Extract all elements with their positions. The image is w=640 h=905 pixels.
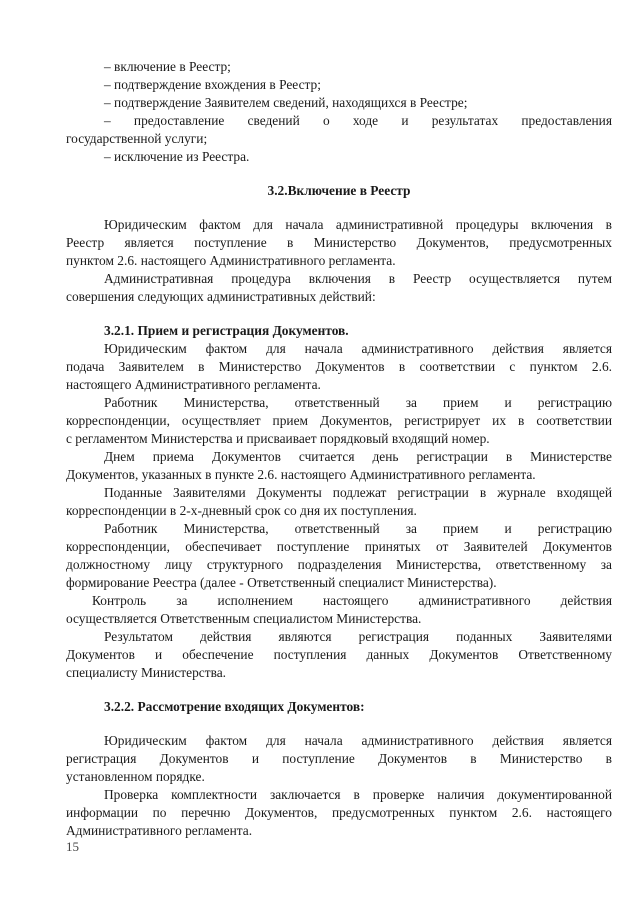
- paragraph-line: Юридическим фактом для начала административного действия является: [104, 733, 612, 748]
- paragraph-line: Реестр является поступление в Министерство Документов, предусмотренных: [66, 235, 612, 250]
- bullet-item: – включение в Реестр;: [104, 59, 231, 74]
- paragraph-line: Документов, указанных в пункте 2.6. настоящего Административного регламента.: [66, 467, 536, 482]
- paragraph-line: Проверка комплектности заключается в проверке наличия документированной: [104, 787, 612, 802]
- paragraph-line: Днем приема Документов считается день регистрации в Министерстве: [104, 449, 612, 464]
- paragraph-line: Результатом действия являются регистрация поданных Заявителями: [104, 629, 612, 644]
- paragraph-line: корреспонденции в 2-х-дневный срок со дня их поступления.: [66, 503, 417, 518]
- paragraph-line: Административная процедура включения в Реестр осуществляется путем: [104, 271, 612, 286]
- paragraph-line: корреспонденции, осуществляет прием Документов, регистрирует их в соответствии: [66, 413, 612, 428]
- paragraph-line: пунктом 2.6. настоящего Административного регламента.: [66, 253, 396, 268]
- bullet-item: – предоставление сведений о ходе и результатах предоставления: [104, 113, 612, 128]
- paragraph-line: Работник Министерства, ответственный за прием и регистрацию: [104, 395, 612, 410]
- paragraph-line: осуществляется Ответственным специалистом Министерства.: [66, 611, 422, 626]
- paragraph-line: подача Заявителем в Министерство Документов в соответствии с пунктом 2.6.: [66, 359, 612, 374]
- bullet-item: – подтверждение Заявителем сведений, находящихся в Реестре;: [104, 95, 468, 110]
- paragraph-line: Поданные Заявителями Документы подлежат регистрации в журнале входящей: [104, 485, 612, 500]
- paragraph-line: корреспонденции, обеспечивает поступление принятых от Заявителей Документов: [66, 539, 612, 554]
- paragraph-line: Контроль за исполнением настоящего административного действия: [92, 593, 612, 608]
- subsection-title: 3.2.2. Рассмотрение входящих Документов:: [104, 699, 365, 714]
- page-number: 15: [66, 839, 79, 854]
- bullet-item: – подтверждение вхождения в Реестр;: [104, 77, 321, 92]
- paragraph-line: настоящего Административного регламента.: [66, 377, 321, 392]
- paragraph-line: Юридическим фактом для начала административной процедуры включения в: [104, 217, 612, 232]
- paragraph-line: информации по перечню Документов, предусмотренных пунктом 2.6. настоящего: [66, 805, 612, 820]
- paragraph-line: должностному лицу структурного подразделения Министерства, ответственному за: [66, 557, 612, 572]
- paragraph-line: формирование Реестра (далее - Ответственный специалист Министерства).: [66, 575, 497, 590]
- subsection-title: 3.2.1. Прием и регистрация Документов.: [104, 323, 349, 338]
- paragraph-line: Работник Министерства, ответственный за прием и регистрацию: [104, 521, 612, 536]
- bullet-item-continued: государственной услуги;: [66, 131, 208, 146]
- section-title: 3.2.Включение в Реестр: [267, 183, 411, 198]
- paragraph-line: регистрация Документов и поступление Документов в Министерство в: [66, 751, 612, 766]
- paragraph-line: Юридическим фактом для начала административного действия является: [104, 341, 612, 356]
- paragraph-line: Документов и обеспечение поступления данных Документов Ответственному: [66, 647, 612, 662]
- paragraph-line: совершения следующих административных действий:: [66, 289, 376, 304]
- paragraph-line: с регламентом Министерства и присваивает порядковый входящий номер.: [66, 431, 490, 446]
- paragraph-line: Административного регламента.: [66, 823, 253, 838]
- bullet-item: – исключение из Реестра.: [104, 149, 250, 164]
- paragraph-line: установленном порядке.: [66, 769, 205, 784]
- paragraph-line: специалисту Министерства.: [66, 665, 227, 680]
